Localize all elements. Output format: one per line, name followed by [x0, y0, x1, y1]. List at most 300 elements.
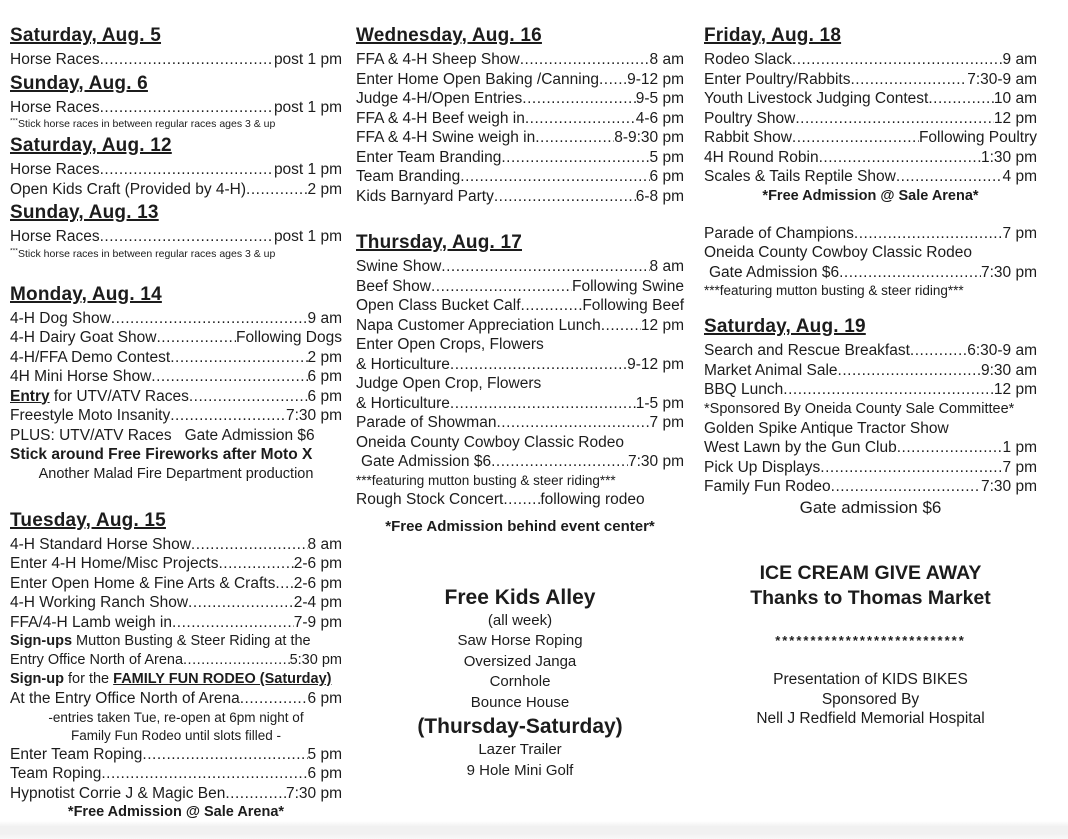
- event-label: [10, 554, 218, 574]
- schedule-line: [10, 689, 342, 709]
- event-label-part: Gate Admission $6: [361, 453, 492, 470]
- schedule-line: [704, 148, 1037, 168]
- event-label-part: Judge Open Crop, Flowers: [356, 375, 542, 392]
- schedule-line: [356, 472, 684, 490]
- event-label-part: Open Class Bucket Calf: [356, 297, 521, 314]
- day-section: [356, 232, 684, 538]
- dot-leader: [819, 148, 981, 168]
- event-time: 9-12 pm: [627, 355, 684, 373]
- day-section: [10, 135, 342, 199]
- schedule-line: [10, 764, 342, 784]
- event-time: Following Swine: [572, 277, 684, 295]
- event-label-part: FFA & 4-H Sheep Show: [356, 51, 520, 68]
- event-label-part: Market Animal Sale: [704, 361, 838, 379]
- event-label-part: Sign-up: [10, 671, 64, 687]
- event-time: 4 pm: [1002, 168, 1037, 185]
- schedule-line: [704, 631, 1037, 651]
- event-label: [10, 247, 275, 262]
- schedule-line: [10, 593, 342, 613]
- schedule-line: [10, 309, 342, 329]
- event-label-part: ICE CREAM GIVE AWAY: [759, 561, 982, 584]
- schedule-line: [356, 109, 684, 129]
- event-time: 7:30-9 am: [967, 70, 1037, 88]
- day-section: [704, 25, 1037, 206]
- schedule-line: [10, 348, 342, 368]
- event-label: [356, 413, 496, 433]
- dot-leader: [151, 367, 307, 387]
- event-label: [10, 689, 240, 709]
- event-label-part: Swine Show: [356, 258, 442, 275]
- schedule-line: [704, 341, 1037, 361]
- schedule-line: [704, 458, 1037, 478]
- event-time: 1 pm: [1002, 439, 1037, 456]
- event-label: [10, 426, 315, 446]
- event-label: [756, 709, 984, 729]
- event-label: [704, 477, 831, 497]
- schedule-line: [356, 335, 684, 355]
- event-time: 2 pm: [307, 180, 342, 198]
- event-label-part: ***featuring mutton busting & steer riding***: [356, 472, 616, 488]
- event-time: 4-6 pm: [635, 109, 684, 127]
- event-label-part: Beef Show: [356, 277, 431, 295]
- event-label-part: Saw Horse Roping: [457, 632, 583, 649]
- schedule-line: [10, 117, 342, 132]
- day-heading: Sunday, Aug. 6: [10, 72, 148, 94]
- event-label: [478, 740, 561, 761]
- event-label: [356, 89, 522, 109]
- day-section: [704, 316, 1037, 519]
- event-time: 9 am: [307, 309, 342, 327]
- schedule-line: [10, 670, 342, 689]
- event-label: [356, 490, 503, 510]
- schedule-line: [356, 70, 684, 90]
- event-time: 7 pm: [649, 414, 684, 431]
- day-section: [10, 284, 342, 484]
- event-label: [356, 374, 541, 394]
- dot-leader: [520, 50, 650, 70]
- dot-leader: [450, 394, 636, 414]
- schedule-line: [356, 517, 684, 538]
- dot-leader: [535, 128, 614, 148]
- event-label: [10, 445, 312, 465]
- dot-leader: [522, 89, 635, 109]
- dot-leader: [525, 109, 636, 129]
- dot-leader: [189, 387, 308, 407]
- event-label-part: *Free Admission @ Sale Arena*: [67, 804, 285, 820]
- event-label: [10, 227, 100, 247]
- event-label: [10, 745, 142, 765]
- event-label-part: for the: [63, 671, 114, 687]
- event-label-part: Youth Livestock Judging Contest: [704, 90, 929, 107]
- day-section: [704, 561, 1037, 729]
- day-heading: Sunday, Aug. 13: [10, 202, 159, 223]
- event-label: [356, 452, 491, 472]
- event-label-part: Horse Races: [10, 161, 100, 178]
- event-time: 7 pm: [1002, 458, 1037, 476]
- schedule-line: [704, 282, 1037, 300]
- event-label-part: Entry Office North of Arena: [10, 652, 184, 668]
- schedule-line: [356, 187, 684, 207]
- event-label-part: Sponsored By: [821, 690, 920, 708]
- schedule-line: [10, 328, 342, 348]
- event-time: post 1 pm: [273, 228, 342, 245]
- event-label-part: Thanks to Thomas Market: [750, 586, 991, 609]
- schedule-line: [704, 380, 1037, 400]
- schedule-line: [704, 167, 1037, 187]
- day-section: [10, 202, 342, 262]
- event-time: 6 pm: [649, 168, 684, 185]
- event-label: [10, 180, 246, 200]
- schedule-line: [704, 690, 1037, 710]
- day-heading: Saturday, Aug. 5: [10, 25, 162, 46]
- event-time: 9:30 am: [980, 361, 1037, 379]
- event-label-part: Freestyle Moto Insanity: [10, 407, 171, 424]
- schedule-line: [10, 803, 342, 822]
- schedule-line: [704, 361, 1037, 381]
- event-label-part: 4H Mini Horse Show: [10, 368, 152, 385]
- schedule-line: [704, 89, 1037, 109]
- dot-leader: [100, 227, 274, 247]
- event-label: [704, 109, 795, 129]
- dot-leader: [838, 361, 981, 381]
- dot-leader: [246, 180, 307, 200]
- event-time: 8 am: [649, 258, 684, 275]
- dot-leader: [275, 574, 293, 594]
- schedule-line: [356, 693, 684, 714]
- event-label-part: *Free Admission @ Sale Arena*: [762, 187, 979, 204]
- day-section: [10, 73, 342, 133]
- schedule-line: [10, 632, 342, 651]
- dot-leader: [496, 413, 649, 433]
- day-section: [356, 584, 684, 782]
- event-label-part: Gate Admission $6: [709, 263, 840, 281]
- event-label-part: (all week): [487, 611, 553, 629]
- dot-leader: [170, 406, 286, 426]
- event-label: [10, 367, 151, 387]
- event-time: Following Poultry: [918, 129, 1037, 146]
- event-time: 12 pm: [993, 381, 1037, 398]
- event-time: 6 pm: [307, 387, 342, 405]
- event-label: [704, 380, 783, 400]
- event-label-part: Another Malad Fire Department production: [38, 465, 314, 482]
- event-label-part: FFA/4-H Lamb weigh in: [10, 613, 172, 631]
- event-label: [10, 784, 225, 804]
- event-label: [10, 328, 156, 348]
- event-time: 6-8 pm: [635, 187, 684, 205]
- schedule-line: [356, 355, 684, 375]
- event-time: 6 pm: [307, 765, 342, 782]
- day-heading: Tuesday, Aug. 15: [10, 509, 166, 531]
- schedule-line: [704, 128, 1037, 148]
- dot-leader: [839, 263, 981, 283]
- schedule-line: [704, 263, 1037, 283]
- dot-leader: [431, 277, 572, 297]
- schedule-line: [10, 445, 342, 465]
- event-time: following rodeo: [540, 490, 645, 508]
- dot-leader: [450, 355, 627, 375]
- event-time: 6 pm: [307, 690, 342, 707]
- schedule-line: [356, 374, 684, 394]
- event-label-part: Enter Open Home & Fine Arts & Crafts: [10, 574, 276, 592]
- event-label: [10, 406, 170, 426]
- event-label-part: Horse Races: [10, 51, 100, 68]
- event-label-part: Scales & Tails Reptile Show: [704, 168, 896, 185]
- event-time: 2-6 pm: [293, 555, 342, 572]
- event-time: 7:30 pm: [285, 784, 342, 802]
- event-label: [467, 761, 574, 782]
- event-time: 5 pm: [307, 745, 342, 763]
- event-label-part: BBQ Lunch: [704, 381, 784, 398]
- event-label-part: Nell J Redfield Memorial Hospital: [756, 710, 985, 727]
- event-label: [750, 586, 991, 611]
- event-label: [760, 561, 982, 586]
- schedule-line: [356, 740, 684, 761]
- dot-leader: [491, 452, 628, 472]
- event-label: [10, 50, 100, 70]
- event-time: 7:30 pm: [980, 263, 1037, 281]
- schedule-line: [10, 160, 342, 180]
- event-label-part: Team Branding: [356, 168, 461, 185]
- event-label-part: PLUS: UTV/ATV Races Gate Admission $6: [10, 426, 315, 444]
- schedule-line: [356, 128, 684, 148]
- schedule-line: [10, 180, 342, 200]
- event-label-part: FAMILY FUN RODEO (Saturday): [113, 671, 332, 687]
- event-label-part: Family Fun Rodeo until slots filled -: [70, 727, 282, 743]
- event-label: [775, 631, 966, 651]
- dot-leader: [170, 348, 307, 368]
- day-heading: Thursday, Aug. 17: [356, 232, 522, 253]
- schedule-line: [356, 584, 684, 611]
- schedule-line: [10, 651, 342, 670]
- event-label: [68, 803, 284, 822]
- event-time: 5 pm: [649, 148, 684, 166]
- event-label-part: Bounce House: [470, 693, 570, 711]
- event-label-part: 4-H Working Ranch Show: [10, 594, 189, 611]
- event-label: [822, 690, 919, 710]
- event-label: [704, 438, 897, 458]
- event-label: [10, 309, 111, 329]
- event-time: 2 pm: [307, 348, 342, 366]
- event-time: 8-9:30 pm: [614, 129, 684, 146]
- schedule-line: [356, 413, 684, 433]
- event-label-part: 4-H Standard Horse Show: [10, 535, 191, 553]
- event-label: [356, 394, 450, 414]
- event-label: [385, 517, 655, 538]
- asterisk-marker: ***: [10, 247, 18, 254]
- event-label: [356, 50, 520, 70]
- event-label-part: Hypnotist Corrie J & Magic Ben: [10, 784, 226, 802]
- event-label: [356, 187, 494, 207]
- event-label: [490, 672, 551, 693]
- schedule-line: [356, 394, 684, 414]
- event-label: [10, 651, 183, 670]
- event-label-part: Enter Poultry/Rabbits: [704, 70, 851, 88]
- event-label: [704, 341, 910, 361]
- schedule-line: [704, 586, 1037, 611]
- schedule-line: [704, 419, 1037, 439]
- event-label-part: Pick Up Displays: [704, 458, 821, 476]
- schedule-line: [10, 554, 342, 574]
- schedule-line: [356, 89, 684, 109]
- event-label-part: Enter Home Open Baking /Canning: [356, 70, 599, 88]
- schedule-line: [10, 535, 342, 555]
- event-label: [457, 631, 582, 652]
- event-label: [704, 400, 1014, 419]
- schedule-line: [356, 611, 684, 632]
- dot-leader: [460, 167, 649, 187]
- event-label-part: 4-H Dairy Goat Show: [10, 329, 157, 346]
- dot-leader: [100, 98, 274, 118]
- schedule-line: [704, 438, 1037, 458]
- event-label-part: Poultry Show: [704, 109, 796, 127]
- day-heading: Saturday, Aug. 19: [704, 316, 866, 337]
- dot-leader: [792, 50, 1003, 70]
- event-label: [704, 243, 972, 263]
- event-time: 12 pm: [640, 316, 684, 334]
- schedule-line: [356, 277, 684, 297]
- event-label-part: Family Fun Rodeo: [704, 478, 831, 495]
- dot-leader: [601, 316, 641, 336]
- event-label-part: Stick around Free Fireworks after Moto X: [10, 446, 313, 463]
- event-label: [356, 335, 544, 355]
- event-label-part: Cornhole: [489, 673, 551, 690]
- dot-leader: [191, 535, 308, 555]
- schedule-line: [10, 613, 342, 633]
- dot-leader: [501, 148, 649, 168]
- schedule-line: [10, 465, 342, 484]
- dot-leader: [820, 458, 1002, 478]
- schedule-line: [10, 784, 342, 804]
- schedule-line: [356, 296, 684, 316]
- event-label-part: (Thursday-Saturday): [417, 715, 623, 738]
- event-label-part: & Horticulture: [356, 394, 450, 412]
- event-label: [356, 109, 525, 129]
- dot-leader: [441, 257, 649, 277]
- schedule-line: [356, 761, 684, 782]
- event-label-part: Mutton Busting & Steer Riding at the: [72, 633, 311, 649]
- dot-leader: [854, 224, 1003, 244]
- dot-leader: [831, 477, 981, 497]
- event-label-part: ***featuring mutton busting & steer riding***: [704, 283, 964, 298]
- event-time: post 1 pm: [273, 51, 342, 68]
- event-label: [704, 148, 819, 168]
- event-label-part: Enter Open Crops, Flowers: [356, 336, 544, 353]
- dot-leader: [111, 309, 308, 329]
- schedule-line: [10, 406, 342, 426]
- schedule-line: [356, 433, 684, 453]
- schedule-line: [356, 490, 645, 510]
- schedule-column-3: [704, 22, 1037, 729]
- event-label: [471, 693, 569, 714]
- dot-leader: [850, 70, 967, 90]
- event-label: [48, 709, 303, 727]
- event-label: [10, 764, 101, 784]
- event-label-part: Golden Spike Antique Tractor Show: [704, 419, 949, 437]
- event-label-part: *Sponsored By Oneida County Sale Committee*: [704, 400, 1015, 417]
- event-label-part: Free Kids Alley: [444, 585, 596, 609]
- dot-leader: [783, 380, 994, 400]
- event-label: [356, 433, 624, 453]
- schedule-line: [356, 316, 684, 336]
- event-label: [10, 574, 275, 594]
- event-label: [704, 282, 964, 300]
- event-time: 7:30 pm: [285, 407, 342, 424]
- event-label-part: 4-H Dog Show: [10, 309, 111, 327]
- event-time: 7-9 pm: [293, 613, 342, 631]
- dot-leader: [521, 296, 583, 316]
- event-label-part: & Horticulture: [356, 355, 450, 373]
- event-label-part: 4-H/FFA Demo Contest: [10, 348, 171, 366]
- event-label-part: Open Kids Craft (Provided by 4-H): [10, 180, 247, 198]
- event-label-part: ***************************: [775, 632, 966, 648]
- event-label-part: Enter Team Roping: [10, 745, 143, 763]
- event-label-part: At the Entry Office North of Arena: [10, 690, 240, 707]
- event-label-part: Oneida County Cowboy Classic Rodeo: [356, 433, 624, 451]
- event-label-part: Horse Races: [10, 98, 100, 116]
- day-heading: Monday, Aug. 14: [10, 283, 162, 305]
- event-label: [704, 458, 820, 478]
- event-label-part: Search and Rescue Breakfast: [704, 342, 910, 359]
- dot-leader: [240, 689, 308, 709]
- event-label: [704, 263, 839, 283]
- event-label: [71, 727, 281, 745]
- event-label: [10, 117, 275, 132]
- event-label-part: Horse Races: [10, 228, 100, 245]
- event-label: [356, 70, 599, 90]
- schedule-line: [10, 367, 342, 387]
- event-label: [10, 632, 311, 651]
- event-label: [704, 89, 928, 109]
- event-label-part: Enter Team Branding: [356, 148, 502, 166]
- event-label-part: Rabbit Show: [704, 129, 792, 146]
- event-label: [356, 355, 450, 375]
- event-time: 2-6 pm: [293, 574, 342, 592]
- schedule-line: [704, 561, 1037, 586]
- event-time: post 1 pm: [273, 161, 342, 178]
- event-label-part: Gate admission $6: [799, 497, 942, 517]
- event-label: [704, 167, 896, 187]
- day-section: [10, 510, 342, 823]
- event-time: Following Beef: [582, 297, 684, 314]
- dot-leader: [896, 167, 1003, 187]
- page-footer-bar: [0, 821, 1068, 839]
- event-label: [356, 257, 441, 277]
- event-time: 7:30 pm: [980, 478, 1037, 495]
- asterisk-marker: ***: [10, 117, 18, 125]
- dot-leader: [142, 745, 307, 765]
- event-label: [356, 472, 616, 490]
- event-label: [10, 348, 170, 368]
- dot-leader: [188, 593, 294, 613]
- schedule-column-1: [10, 22, 342, 822]
- day-heading: Wednesday, Aug. 16: [356, 25, 542, 46]
- dot-leader: [101, 764, 307, 784]
- schedule-line: [356, 672, 684, 693]
- schedule-line: [704, 400, 1037, 419]
- event-label: [356, 296, 521, 316]
- event-label-part: West Lawn by the Gun Club: [704, 439, 897, 456]
- day-heading: Friday, Aug. 18: [704, 25, 842, 46]
- schedule-line: [704, 497, 1037, 519]
- event-time: 12 pm: [993, 109, 1037, 127]
- schedule-line: [356, 652, 684, 673]
- event-time: 1:30 pm: [980, 148, 1037, 166]
- event-time: 9 am: [1002, 51, 1037, 68]
- event-label: [773, 670, 968, 690]
- event-label-part: FFA & 4-H Swine weigh in: [356, 129, 536, 146]
- schedule-line: [704, 224, 1037, 244]
- schedule-line: [10, 574, 342, 594]
